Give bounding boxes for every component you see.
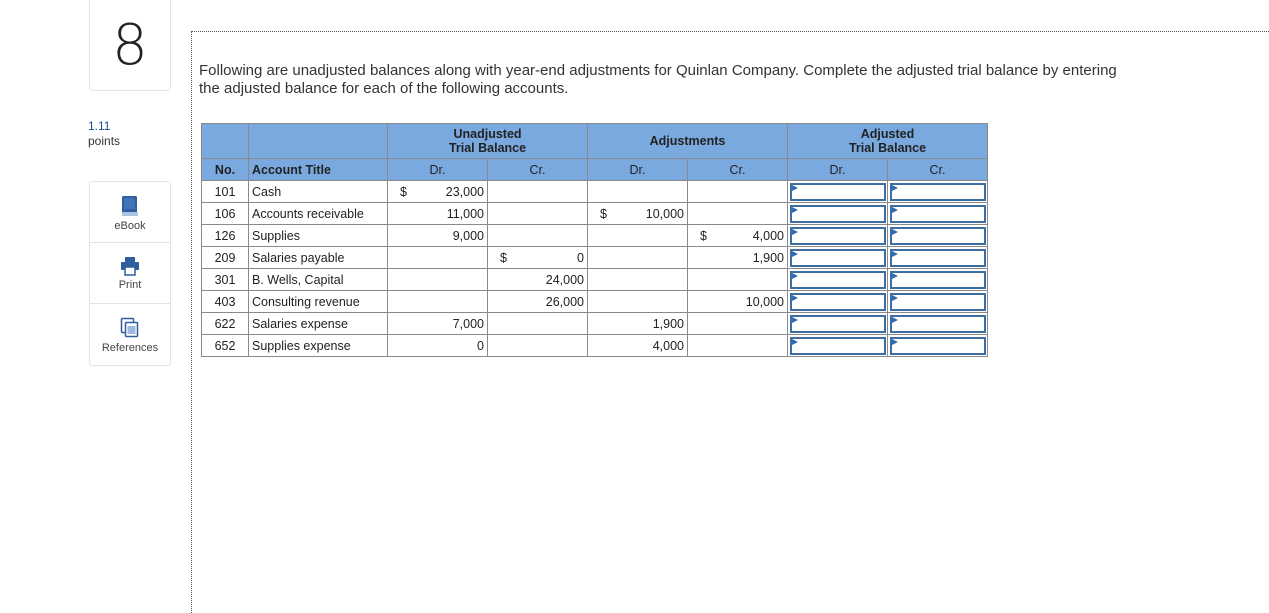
adjusted-dr-cell [788, 181, 888, 203]
account-number: 209 [202, 247, 249, 269]
printer-icon [119, 256, 141, 276]
unadjusted-dr-cell [388, 269, 488, 291]
adjusted-dr-input-box [790, 227, 886, 245]
adjustments-dr-cell [588, 203, 688, 225]
account-number: 106 [202, 203, 249, 225]
adjusted-cr-input[interactable] [892, 185, 984, 199]
adjusted-cr-input-box [890, 249, 986, 267]
adjusted-cr-input[interactable] [892, 317, 984, 331]
table-row [202, 291, 988, 313]
table-row [202, 247, 988, 269]
adjustments-cr-cell [688, 247, 788, 269]
group-header-row [202, 124, 988, 159]
adjustments-cr-cell [688, 225, 788, 247]
points-info [88, 119, 120, 149]
adjusted-dr-input[interactable] [792, 339, 884, 353]
adjusted-dr-input-box [790, 205, 886, 223]
adjustments-dr-cell [588, 291, 688, 313]
ebook-button[interactable] [90, 182, 170, 243]
adjusted-cr-input[interactable] [892, 251, 984, 265]
adjusted-dr-input-box [790, 249, 886, 267]
account-title: Salaries expense [249, 313, 388, 335]
account-number: 652 [202, 335, 249, 357]
adjusted-cr-input-box [890, 227, 986, 245]
amount: 23,000 [445, 184, 484, 199]
adjusted-cr-cell [888, 225, 988, 247]
amount: 1,900 [652, 316, 684, 331]
points-value: 1.11 [88, 119, 111, 133]
amount: 4,000 [652, 338, 684, 353]
amount: 1,900 [752, 250, 784, 265]
references-button[interactable] [90, 304, 170, 365]
unadjusted-cr-cell [488, 247, 588, 269]
table-row [202, 203, 988, 225]
print-button[interactable] [90, 243, 170, 304]
column-header-row [202, 159, 988, 181]
adjusted-cr-input[interactable] [892, 295, 984, 309]
adjusted-cr-input[interactable] [892, 339, 984, 353]
amount: 26,000 [545, 294, 584, 309]
unadjusted-cr-cell [488, 269, 588, 291]
dollar-sign: $ [700, 229, 707, 243]
ebook-label: eBook [114, 220, 146, 232]
no-header: No. [202, 159, 249, 181]
question-number: 8 [89, 0, 171, 91]
adjusted-cr-input-box [890, 293, 986, 311]
adjustments-dr-cell [588, 335, 688, 357]
points-label: points [88, 134, 121, 148]
adjusted-cr-cell [888, 203, 988, 225]
adjusted-dr-input[interactable] [792, 273, 884, 287]
adjustments-cr-cell [688, 313, 788, 335]
trial-balance-table [201, 123, 988, 357]
account-title: Supplies expense [249, 335, 388, 357]
adjusted-dr-header: Dr. [788, 159, 888, 181]
adjusted-dr-cell [788, 225, 888, 247]
unadjusted-cr-header: Cr. [488, 159, 588, 181]
amount: 0 [477, 338, 484, 353]
blank-header [202, 124, 249, 159]
adjustments-cr-cell [688, 203, 788, 225]
adjusted-dr-cell [788, 335, 888, 357]
adjusted-cr-input-box [890, 337, 986, 355]
unadjusted-cr-cell [488, 225, 588, 247]
account-title-header: Account Title [249, 159, 388, 181]
amount: 24,000 [545, 272, 584, 287]
adjusted-dr-input-box [790, 271, 886, 289]
adjusted-dr-input[interactable] [792, 317, 884, 331]
table-row [202, 225, 988, 247]
adjusted-dr-input[interactable] [792, 207, 884, 221]
unadjusted-dr-cell [388, 313, 488, 335]
account-number: 403 [202, 291, 249, 313]
unadjusted-cr-cell [488, 181, 588, 203]
amount: 4,000 [752, 228, 784, 243]
adjustments-dr-cell [588, 225, 688, 247]
adjustments-cr-cell [688, 181, 788, 203]
account-title: Accounts receivable [249, 203, 388, 225]
adjusted-cr-input-box [890, 315, 986, 333]
adjustments-cr-cell [688, 269, 788, 291]
adjustments-header: Adjustments [588, 124, 788, 159]
table-row [202, 313, 988, 335]
adjustments-dr-cell [588, 247, 688, 269]
amount: 7,000 [452, 316, 484, 331]
blank-header [249, 124, 388, 159]
unadjusted-dr-cell [388, 247, 488, 269]
adjustments-dr-cell [588, 181, 688, 203]
amount: 11,000 [446, 206, 484, 221]
references-label: References [101, 342, 159, 354]
adjusted-dr-cell [788, 269, 888, 291]
adjusted-dr-input[interactable] [792, 295, 884, 309]
unadjusted-dr-cell [388, 335, 488, 357]
adjustments-cr-header: Cr. [688, 159, 788, 181]
adjusted-dr-input-box [790, 337, 886, 355]
adjustments-cr-cell [688, 291, 788, 313]
adjusted-dr-cell [788, 313, 888, 335]
account-title: Consulting revenue [249, 291, 388, 313]
amount: 10,000 [645, 206, 684, 221]
adjusted-cr-input[interactable] [892, 229, 984, 243]
adjustments-dr-cell [588, 313, 688, 335]
adjusted-cr-input[interactable] [892, 207, 984, 221]
unadjusted-cr-cell [488, 335, 588, 357]
amount: 0 [577, 250, 584, 265]
copy-pages-icon [120, 317, 140, 339]
table-row [202, 269, 988, 291]
unadjusted-header: Unadjusted Trial Balance [388, 124, 588, 159]
adjusted-cr-cell [888, 291, 988, 313]
table-row [202, 335, 988, 357]
adjusted-cr-cell [888, 181, 988, 203]
account-number: 301 [202, 269, 249, 291]
account-title: Supplies [249, 225, 388, 247]
table-row [202, 181, 988, 203]
adjusted-dr-input-box [790, 293, 886, 311]
account-title: B. Wells, Capital [249, 269, 388, 291]
content-divider-top [191, 31, 1269, 32]
unadjusted-cr-cell [488, 203, 588, 225]
adjustments-cr-cell [688, 335, 788, 357]
adjusted-dr-cell [788, 291, 888, 313]
account-number: 126 [202, 225, 249, 247]
unadjusted-dr-cell [388, 203, 488, 225]
account-number: 101 [202, 181, 249, 203]
tools-panel [89, 181, 171, 366]
account-number: 622 [202, 313, 249, 335]
adjusted-cr-input-box [890, 271, 986, 289]
adjusted-header: Adjusted Trial Balance [788, 124, 988, 159]
adjusted-cr-cell [888, 313, 988, 335]
unadjusted-dr-header: Dr. [388, 159, 488, 181]
adjusted-cr-cell [888, 335, 988, 357]
adjusted-dr-cell [788, 247, 888, 269]
question-text: Following are unadjusted balances along with year-end adjustments for Quinlan Company. Complete the adjusted trial balance by entering the adjusted balance for each of the following accounts. [199, 62, 1117, 97]
unadjusted-cr-cell [488, 291, 588, 313]
adjusted-dr-input-box [790, 183, 886, 201]
content-divider-left [191, 31, 192, 613]
adjusted-dr-input[interactable] [792, 185, 884, 199]
unadjusted-dr-cell [388, 181, 488, 203]
dollar-sign: $ [400, 185, 407, 199]
adjusted-cr-cell [888, 269, 988, 291]
dollar-sign: $ [600, 207, 607, 221]
adjusted-dr-input[interactable] [792, 251, 884, 265]
adjusted-cr-cell [888, 247, 988, 269]
print-label: Print [118, 279, 142, 291]
adjustments-dr-header: Dr. [588, 159, 688, 181]
unadjusted-dr-cell [388, 291, 488, 313]
adjusted-dr-cell [788, 203, 888, 225]
amount: 10,000 [745, 294, 784, 309]
dollar-sign: $ [500, 251, 507, 265]
unadjusted-dr-cell [388, 225, 488, 247]
adjusted-cr-input-box [890, 183, 986, 201]
adjusted-cr-input[interactable] [892, 273, 984, 287]
amount: 9,000 [452, 228, 484, 243]
adjusted-cr-header: Cr. [888, 159, 988, 181]
adjusted-dr-input-box [790, 315, 886, 333]
adjusted-dr-input[interactable] [792, 229, 884, 243]
account-title: Salaries payable [249, 247, 388, 269]
book-icon [121, 195, 139, 217]
adjusted-cr-input-box [890, 205, 986, 223]
account-title: Cash [249, 181, 388, 203]
unadjusted-cr-cell [488, 313, 588, 335]
adjustments-dr-cell [588, 269, 688, 291]
